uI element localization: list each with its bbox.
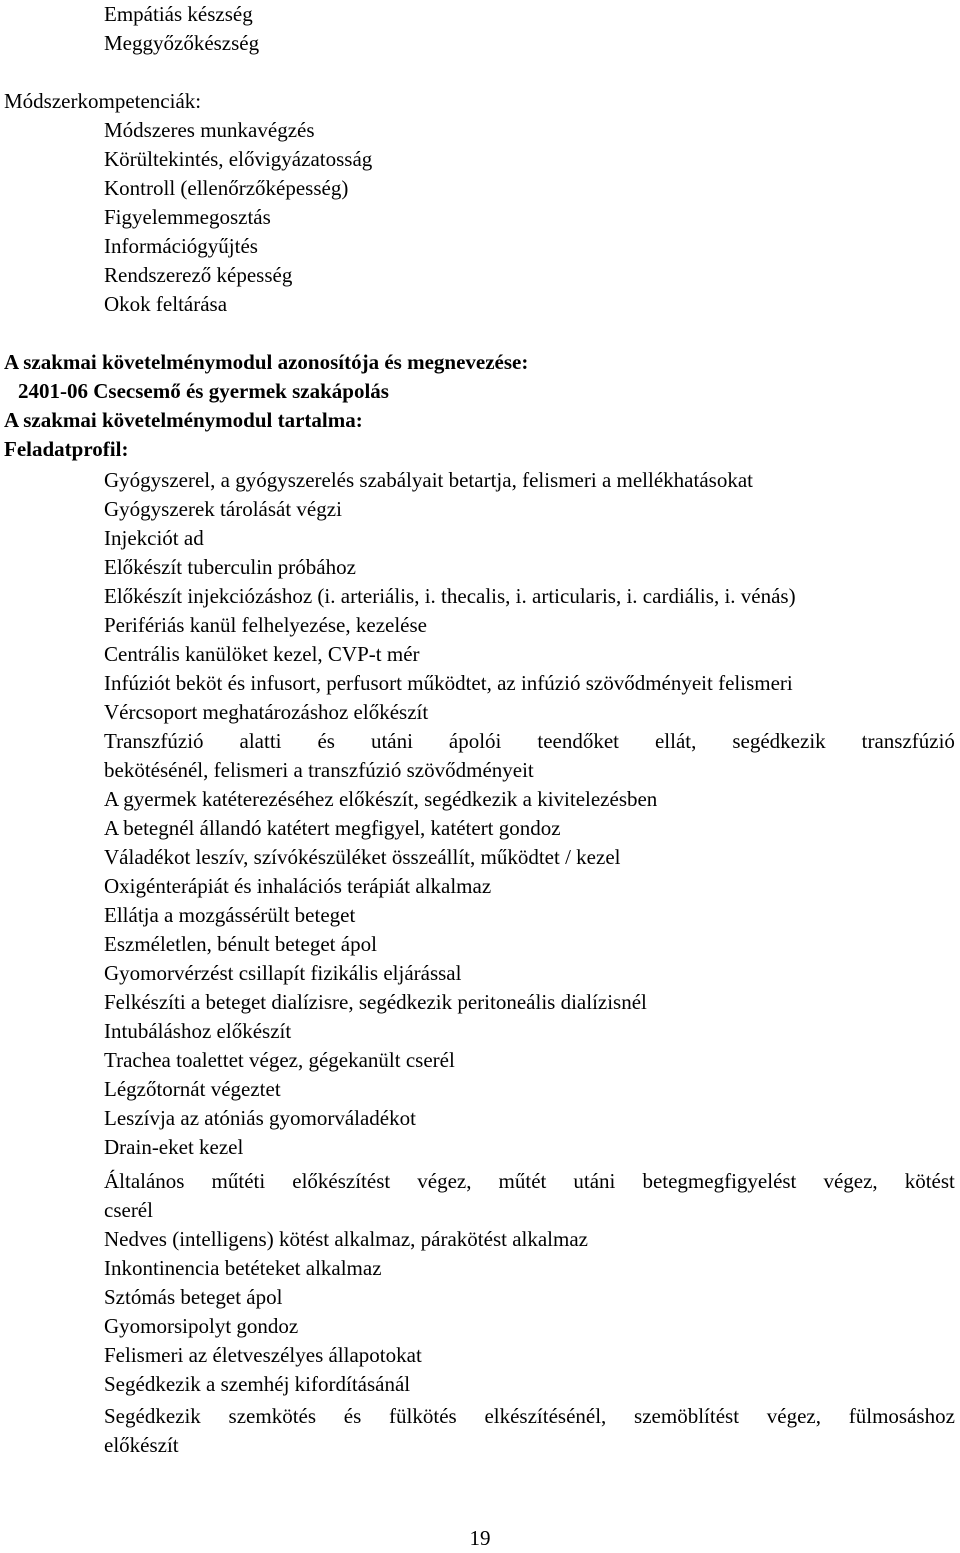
task-profile-heading: Feladatprofil: <box>4 437 129 461</box>
task-item: Segédkezik a szemhéj kifordításánál <box>104 1372 411 1396</box>
task-item: Váladékot leszív, szívókészüléket összeállít, működtet / kezel <box>104 845 621 869</box>
task-item: Segédkezik szemkötés és fülkötés elkészítésénél, szemöblítést végez, fülmosáshoz <box>104 1404 955 1428</box>
method-item: Információgyűjtés <box>104 234 258 258</box>
section-heading-methods: Módszerkompetenciák: <box>4 89 202 113</box>
task-item-continued: előkészít <box>104 1433 179 1457</box>
task-item: Infúziót beköt és infusort, perfusort működtet, az infúzió szövődményeit felismeri <box>104 671 793 695</box>
skill-item: Meggyőzőkészség <box>104 31 260 55</box>
task-item: Intubáláshoz előkészít <box>104 1019 292 1043</box>
page-number: 19 <box>469 1526 491 1550</box>
task-item: Inkontinencia betéteket alkalmaz <box>104 1256 382 1280</box>
task-item-continued: bekötésénél, felismeri a transzfúzió szövődményeit <box>104 758 534 782</box>
method-item: Okok feltárása <box>104 292 228 316</box>
task-item: Transzfúzió alatti és utáni ápolói teendőket ellát, segédkezik transzfúzió <box>104 729 955 753</box>
task-item: A gyermek katéterezéséhez előkészít, segédkezik a kivitelezésben <box>104 787 658 811</box>
task-item: Gyomorvérzést csillapít fizikális eljárással <box>104 961 462 985</box>
module-id-heading: A szakmai követelménymodul azonosítója és megnevezése: <box>4 350 529 374</box>
method-item: Módszeres munkavégzés <box>104 118 315 142</box>
task-item: Sztómás beteget ápol <box>104 1285 283 1309</box>
task-item: Drain-eket kezel <box>104 1135 244 1159</box>
task-item: Gyógyszerel, a gyógyszerelés szabályait betartja, felismeri a mellékhatásokat <box>104 468 753 492</box>
task-item: Perifériás kanül felhelyezése, kezelése <box>104 613 427 637</box>
method-item: Körültekintés, elővigyázatosság <box>104 147 373 171</box>
task-item: A betegnél állandó katétert megfigyel, katétert gondoz <box>104 816 561 840</box>
task-item: Légzőtornát végeztet <box>104 1077 281 1101</box>
task-item: Ellátja a mozgássérült beteget <box>104 903 356 927</box>
task-item: Előkészít injekciózáshoz (i. arteriális, i. thecalis, i. articularis, i. cardiális, i. vénás) <box>104 584 796 608</box>
task-item: Vércsoport meghatározáshoz előkészít <box>104 700 429 724</box>
task-item: Leszívja az atóniás gyomorváladékot <box>104 1106 416 1130</box>
task-item: Injekciót ad <box>104 526 204 550</box>
task-item: Gyomorsipolyt gondoz <box>104 1314 299 1338</box>
module-content-heading: A szakmai követelménymodul tartalma: <box>4 408 363 432</box>
task-item: Gyógyszerek tárolását végzi <box>104 497 342 521</box>
method-item: Kontroll (ellenőrzőképesség) <box>104 176 349 200</box>
task-item: Általános műtéti előkészítést végez, műtét utáni betegmegfigyelést végez, kötést <box>104 1169 955 1193</box>
method-item: Rendszerező képesség <box>104 263 293 287</box>
skill-item: Empátiás készség <box>104 2 253 26</box>
task-item: Felkészíti a beteget dialízisre, segédkezik peritoneális dialízisnél <box>104 990 647 1014</box>
module-id-value: 2401-06 Csecsemő és gyermek szakápolás <box>18 379 389 403</box>
task-item: Felismeri az életveszélyes állapotokat <box>104 1343 422 1367</box>
task-item: Előkészít tuberculin próbához <box>104 555 356 579</box>
task-item: Trachea toalettet végez, gégekanült cserél <box>104 1048 455 1072</box>
task-item: Oxigénterápiát és inhalációs terápiát alkalmaz <box>104 874 492 898</box>
task-item-continued: cserél <box>104 1198 153 1222</box>
task-item: Nedves (intelligens) kötést alkalmaz, párakötést alkalmaz <box>104 1227 588 1251</box>
method-item: Figyelemmegosztás <box>104 205 271 229</box>
task-item: Eszméletlen, bénult beteget ápol <box>104 932 377 956</box>
task-item: Centrális kanülöket kezel, CVP-t mér <box>104 642 420 666</box>
